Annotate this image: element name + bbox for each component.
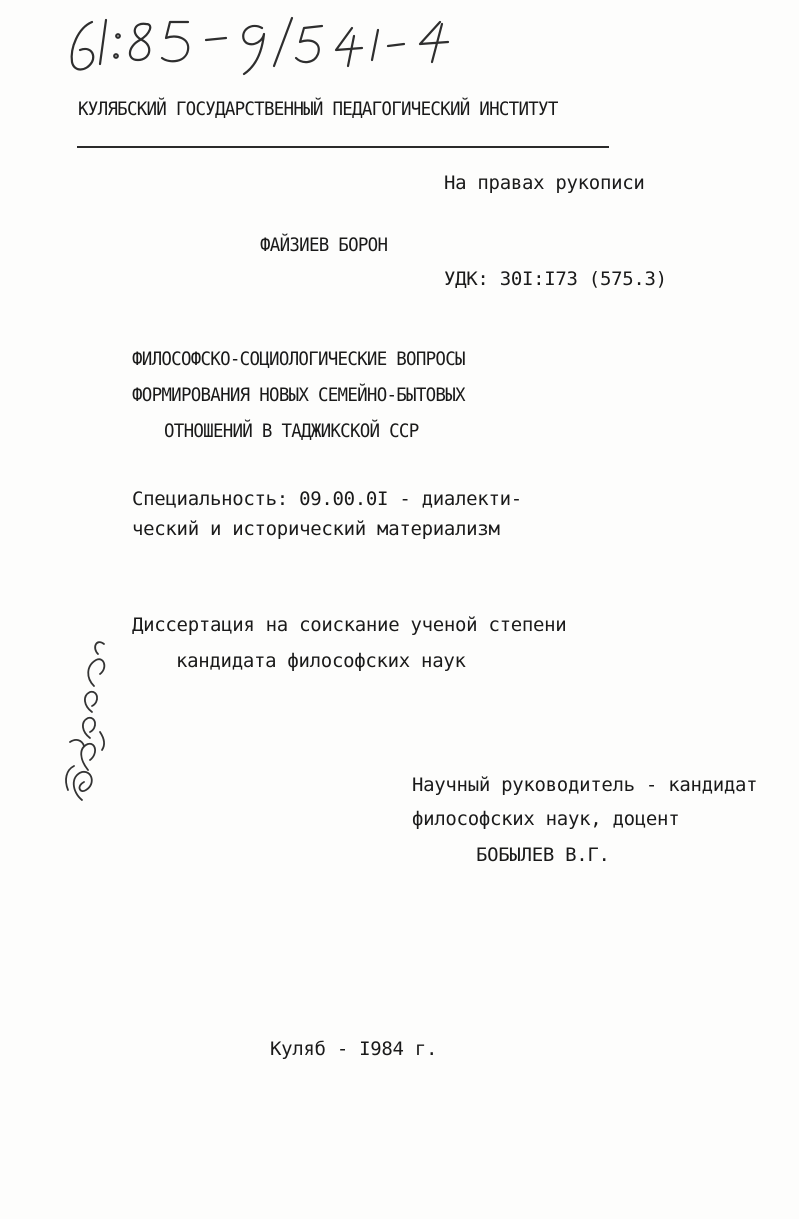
place-and-year: Куляб - I984 г. (270, 1038, 438, 1060)
degree-line-2: кандидата философских наук (176, 650, 466, 672)
author-name: ФАЙЗИЕВ БОРОН (260, 234, 388, 256)
degree-line-1: Диссертация на соискание ученой степени (132, 614, 567, 636)
archive-stamp-handwriting (72, 18, 448, 74)
title-line-2: ФОРМИРОВАНИЯ НОВЫХ СЕМЕЙНО-БЫТОВЫХ (132, 384, 465, 406)
udc-code: УДК: 30I:I73 (575.3) (444, 268, 667, 290)
title-line-3: ОТНОШЕНИЙ В ТАДЖИКСКОЙ ССР (164, 420, 419, 442)
supervisor-name: БОБЫЛЕВ В.Г. (476, 844, 610, 866)
specialty-line-2: ческий и исторический материализм (132, 518, 500, 540)
title-line-1: ФИЛОСОФСКО-СОЦИОЛОГИЧЕСКИЕ ВОПРОСЫ (132, 348, 465, 370)
supervisor-line-2: философских наук, доцент (412, 808, 680, 830)
supervisor-line-1: Научный руководитель - кандидат (412, 774, 758, 796)
institution-heading: КУЛЯБСКИЙ ГОСУДАРСТВЕННЫЙ ПЕДАГОГИЧЕСКИЙ ИНСТИТУТ (78, 98, 558, 120)
heading-rule (77, 146, 609, 148)
manuscript-rights-note: На правах рукописи (444, 172, 645, 194)
signature-handwriting (66, 642, 104, 800)
specialty-line-1: Специальность: 09.00.0I - диалекти- (132, 488, 522, 510)
